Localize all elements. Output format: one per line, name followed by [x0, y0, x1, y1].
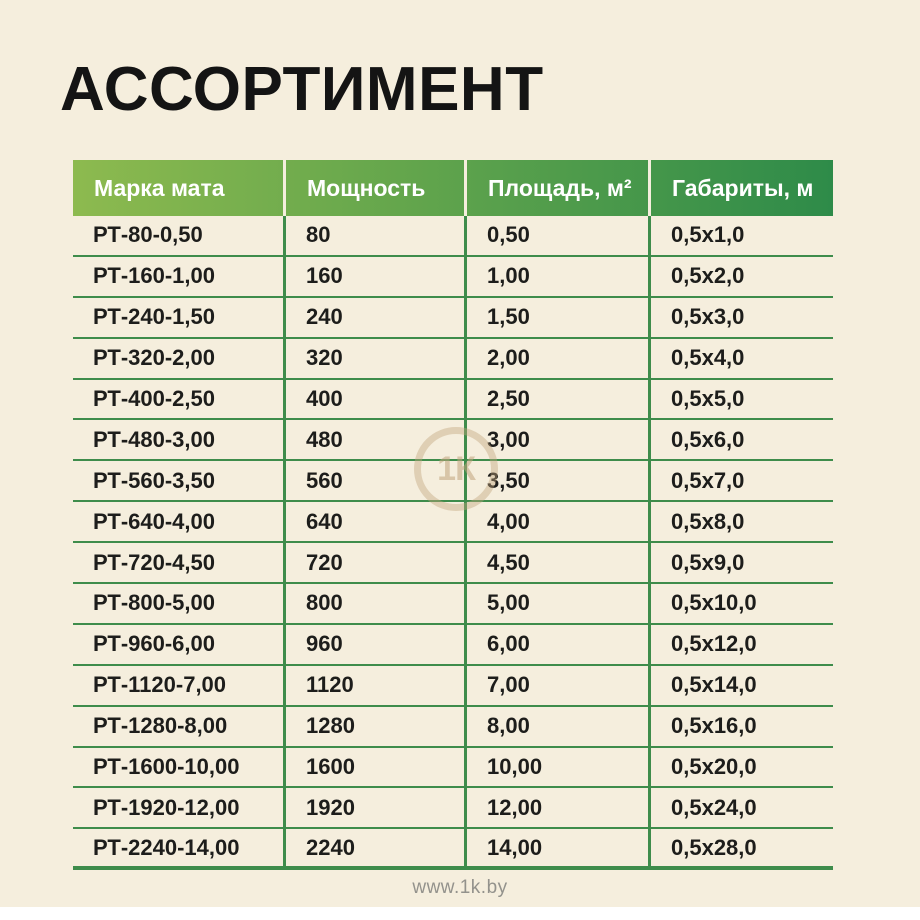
cell-area: 3,50 — [467, 461, 651, 500]
cell-power: 160 — [286, 257, 467, 296]
cell-area: 1,00 — [467, 257, 651, 296]
page-title: АССОРТИМЕНТ — [60, 55, 544, 124]
cell-dimensions: 0,5x6,0 — [671, 426, 745, 452]
cell-power: 800 — [286, 584, 467, 623]
cell-brand: РТ-1920-12,00 — [73, 788, 286, 827]
cell-power: 960 — [286, 625, 467, 664]
table-row — [73, 543, 833, 584]
cell-dimensions: 0,5x20,0 — [671, 754, 757, 780]
table-row — [73, 298, 833, 339]
table-row — [73, 257, 833, 298]
cell-power: 1600 — [286, 748, 467, 787]
cell-brand: РТ-400-2,50 — [73, 380, 286, 419]
cell-brand: РТ-800-5,00 — [73, 584, 286, 623]
cell-brand: РТ-1280-8,00 — [73, 707, 286, 746]
cell-area: 1,50 — [467, 298, 651, 337]
cell-brand: РТ-320-2,00 — [73, 339, 286, 378]
cell-area: 5,00 — [467, 584, 651, 623]
cell-brand: РТ-720-4,50 — [73, 543, 286, 582]
cell-dimensions: 0,5x4,0 — [671, 345, 745, 371]
cell-area: 7,00 — [467, 666, 651, 705]
cell-brand: РТ-960-6,00 — [73, 625, 286, 664]
cell-area: 4,00 — [467, 502, 651, 541]
cell-dimensions: 0,5x12,0 — [671, 631, 757, 657]
cell-power: 720 — [286, 543, 467, 582]
cell-dimensions: 0,5x9,0 — [671, 549, 745, 575]
table-row — [73, 339, 833, 380]
cell-dimensions: 0,5x16,0 — [671, 713, 757, 739]
cell-dimensions: 0,5x28,0 — [671, 834, 757, 860]
cell-area: 2,00 — [467, 339, 651, 378]
cell-power: 320 — [286, 339, 467, 378]
cell-power: 1920 — [286, 788, 467, 827]
cell-dimensions: 0,5x3,0 — [671, 304, 745, 330]
table-body — [73, 216, 833, 870]
table-row — [73, 788, 833, 829]
cell-power: 1120 — [286, 666, 467, 705]
cell-brand: РТ-1120-7,00 — [73, 666, 286, 705]
cell-brand: РТ-2240-14,00 — [73, 829, 286, 866]
cell-power: 80 — [286, 216, 467, 255]
table-header-row — [73, 160, 833, 216]
cell-power: 1280 — [286, 707, 467, 746]
cell-area: 8,00 — [467, 707, 651, 746]
cell-power: 400 — [286, 380, 467, 419]
table-row — [73, 625, 833, 666]
cell-brand: РТ-480-3,00 — [73, 420, 286, 459]
cell-power: 240 — [286, 298, 467, 337]
cell-power: 640 — [286, 502, 467, 541]
table-row — [73, 829, 833, 870]
table-row — [73, 502, 833, 543]
cell-dimensions: 0,5x14,0 — [671, 672, 757, 698]
cell-dimensions: 0,5x5,0 — [671, 386, 745, 411]
table-row — [73, 216, 833, 257]
cell-area: 2,50 — [467, 380, 651, 419]
cell-area: 10,00 — [467, 748, 651, 787]
cell-dimensions: 0,5x10,0 — [671, 590, 757, 616]
table-row — [73, 748, 833, 789]
table-row — [73, 420, 833, 461]
cell-area: 12,00 — [467, 788, 651, 827]
bottom-white-strip — [0, 907, 920, 920]
table-row — [73, 584, 833, 625]
cell-dimensions: 0,5x24,0 — [671, 794, 757, 820]
cell-dimensions: 0,5x2,0 — [671, 263, 745, 289]
cell-brand: РТ-1600-10,00 — [73, 748, 286, 787]
watermark-text: 1К — [437, 449, 475, 488]
footer — [0, 877, 920, 899]
cell-power: 480 — [286, 420, 467, 459]
table-row — [73, 666, 833, 707]
cell-brand: РТ-160-1,00 — [73, 257, 286, 296]
cell-power: 560 — [286, 461, 467, 500]
table-row — [73, 461, 833, 502]
cell-brand: РТ-240-1,50 — [73, 298, 286, 337]
cell-brand: РТ-560-3,50 — [73, 461, 286, 500]
cell-area: 3,00 — [467, 420, 651, 459]
cell-dimensions: 0,5x1,0 — [671, 222, 745, 248]
cell-dimensions: 0,5x8,0 — [671, 508, 745, 534]
footer-url: www.1k.by — [412, 877, 508, 898]
cell-area: 0,50 — [467, 216, 651, 255]
table-row — [73, 707, 833, 748]
assortment-table — [73, 160, 833, 870]
cell-dimensions: 0,5x7,0 — [671, 467, 745, 493]
cell-area: 14,00 — [467, 829, 651, 866]
cell-area: 6,00 — [467, 625, 651, 664]
cell-brand: РТ-640-4,00 — [73, 502, 286, 541]
table-row — [73, 380, 833, 421]
cell-brand: РТ-80-0,50 — [73, 216, 286, 255]
cell-area: 4,50 — [467, 543, 651, 582]
column-header-dimensions: Габариты, м — [672, 174, 814, 201]
cell-power: 2240 — [286, 829, 467, 866]
column-header-power: Мощность — [286, 160, 467, 216]
column-header-brand: Марка мата — [73, 160, 286, 216]
column-header-area: Площадь, м² — [467, 160, 651, 216]
